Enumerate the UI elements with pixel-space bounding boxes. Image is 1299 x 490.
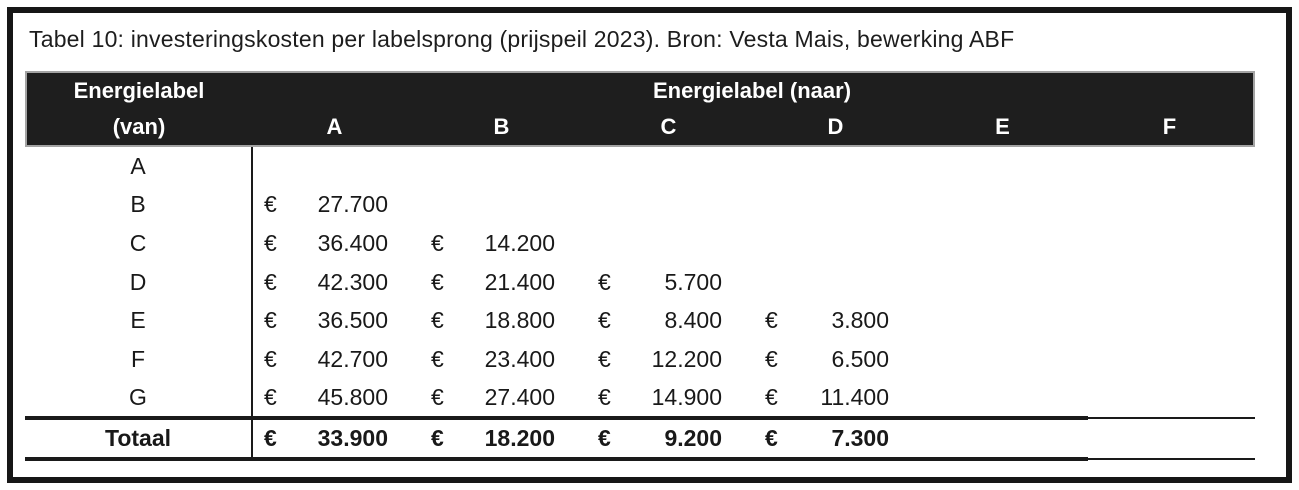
empty-cell <box>919 147 1086 186</box>
value-cell <box>752 340 919 379</box>
row-label: C <box>129 229 147 256</box>
euro-sign: € <box>598 384 611 411</box>
empty-cell <box>1086 340 1253 379</box>
empty-cell <box>1086 263 1253 302</box>
value-cell <box>418 378 585 417</box>
value-cell <box>585 340 752 379</box>
column-header-d: D <box>827 114 844 139</box>
empty-cell <box>752 263 919 302</box>
euro-sign: € <box>264 229 277 256</box>
empty-cell <box>752 224 919 263</box>
cell-value: 12.200 <box>651 345 722 372</box>
value-cell <box>418 263 585 302</box>
euro-sign: € <box>431 268 444 295</box>
euro-sign: € <box>264 384 277 411</box>
euro-sign: € <box>765 384 778 411</box>
empty-cell <box>1086 378 1253 417</box>
value-cell <box>251 378 418 417</box>
column-header-b: B <box>493 114 510 139</box>
table-header <box>25 71 1255 147</box>
row-label: F <box>130 345 146 372</box>
empty-cell <box>919 263 1086 302</box>
column-header-f: F <box>1162 114 1177 139</box>
value-cell <box>585 263 752 302</box>
column-header-e: E <box>995 114 1010 139</box>
row-label: D <box>129 268 147 295</box>
row-label: G <box>129 384 147 411</box>
value-cell <box>585 301 752 340</box>
value-cell <box>752 420 919 457</box>
euro-sign: € <box>264 307 277 334</box>
euro-sign: € <box>431 425 444 451</box>
total-row-host <box>25 420 1255 457</box>
empty-cell <box>752 186 919 225</box>
column-header-a: A <box>326 114 343 139</box>
table-row <box>25 340 1255 379</box>
cell-value: 23.400 <box>484 345 555 372</box>
empty-cell <box>919 420 1086 457</box>
header-row-group-line1: Energielabel <box>73 78 205 103</box>
value-cell <box>251 340 418 379</box>
value-cell <box>418 301 585 340</box>
cell-value: 36.400 <box>317 229 388 256</box>
cell-value: 45.800 <box>317 384 388 411</box>
cell-value: 21.400 <box>484 268 555 295</box>
rule-segment-thick <box>25 457 1088 461</box>
value-cell <box>585 420 752 457</box>
empty-cell <box>585 224 752 263</box>
empty-cell <box>251 147 418 186</box>
table-row <box>25 224 1255 263</box>
empty-cell <box>752 147 919 186</box>
table-row <box>25 378 1255 417</box>
table-caption: Tabel 10: investeringskosten per labelsprong (prijspeil 2023). Bron: Vesta Mais, bewerking ABF <box>29 26 1015 52</box>
euro-sign: € <box>431 307 444 334</box>
value-cell <box>251 224 418 263</box>
table-row <box>25 301 1255 340</box>
cell-value: 9.200 <box>664 425 722 451</box>
cell-value: 42.300 <box>317 268 388 295</box>
empty-cell <box>418 147 585 186</box>
cell-value: 27.700 <box>317 191 388 218</box>
value-cell <box>251 420 418 457</box>
empty-cell <box>919 301 1086 340</box>
cell-value: 14.200 <box>484 229 555 256</box>
value-cell <box>251 301 418 340</box>
euro-sign: € <box>598 268 611 295</box>
rule-segment-thin <box>1088 417 1255 419</box>
euro-sign: € <box>264 268 277 295</box>
empty-cell <box>1086 420 1253 457</box>
cell-value: 11.400 <box>820 384 889 411</box>
column-header-c: C <box>660 114 677 139</box>
empty-cell <box>585 147 752 186</box>
euro-sign: € <box>264 191 277 218</box>
cell-value: 36.500 <box>317 307 388 334</box>
euro-sign: € <box>765 425 778 451</box>
empty-cell <box>919 224 1086 263</box>
value-cell <box>418 420 585 457</box>
row-label: B <box>130 191 146 218</box>
empty-cell <box>1086 147 1253 186</box>
cell-value: 14.900 <box>651 384 722 411</box>
row-label: A <box>130 152 146 179</box>
row-label: E <box>130 307 146 334</box>
euro-sign: € <box>264 425 277 451</box>
euro-sign: € <box>598 307 611 334</box>
euro-sign: € <box>598 345 611 372</box>
table-bottom-line <box>25 457 1255 461</box>
euro-sign: € <box>765 345 778 372</box>
empty-cell <box>1086 224 1253 263</box>
column-divider-line <box>251 147 253 460</box>
row-label: Totaal <box>104 425 172 451</box>
table-row <box>25 186 1255 225</box>
value-cell <box>251 263 418 302</box>
euro-sign: € <box>765 307 778 334</box>
header-row-group-line2: (van) <box>112 114 166 139</box>
table-row <box>25 147 1255 186</box>
empty-cell <box>919 186 1086 225</box>
table-row <box>25 263 1255 302</box>
cell-value: 42.700 <box>317 345 388 372</box>
value-cell <box>418 340 585 379</box>
empty-cell <box>418 186 585 225</box>
value-cell <box>752 301 919 340</box>
cell-value: 3.800 <box>831 307 889 334</box>
cell-value: 18.800 <box>484 307 555 334</box>
empty-cell <box>1086 186 1253 225</box>
empty-cell <box>919 378 1086 417</box>
cell-value: 8.400 <box>664 307 722 334</box>
table-body <box>25 147 1255 417</box>
empty-cell <box>919 340 1086 379</box>
euro-sign: € <box>431 384 444 411</box>
header-col-group-label: Energielabel (naar) <box>652 78 852 103</box>
cell-value: 27.400 <box>484 384 555 411</box>
value-cell <box>251 186 418 225</box>
value-cell <box>418 224 585 263</box>
euro-sign: € <box>431 229 444 256</box>
empty-cell <box>1086 301 1253 340</box>
cell-value: 18.200 <box>484 425 555 451</box>
value-cell <box>585 378 752 417</box>
cell-value: 7.300 <box>831 425 889 451</box>
euro-sign: € <box>264 345 277 372</box>
cell-value: 5.700 <box>664 268 722 295</box>
value-cell <box>752 378 919 417</box>
euro-sign: € <box>598 425 611 451</box>
total-row <box>25 420 1255 457</box>
cell-value: 6.500 <box>831 345 889 372</box>
rule-segment-thin <box>1088 458 1255 460</box>
euro-sign: € <box>431 345 444 372</box>
cell-value: 33.900 <box>317 425 388 451</box>
empty-cell <box>585 186 752 225</box>
